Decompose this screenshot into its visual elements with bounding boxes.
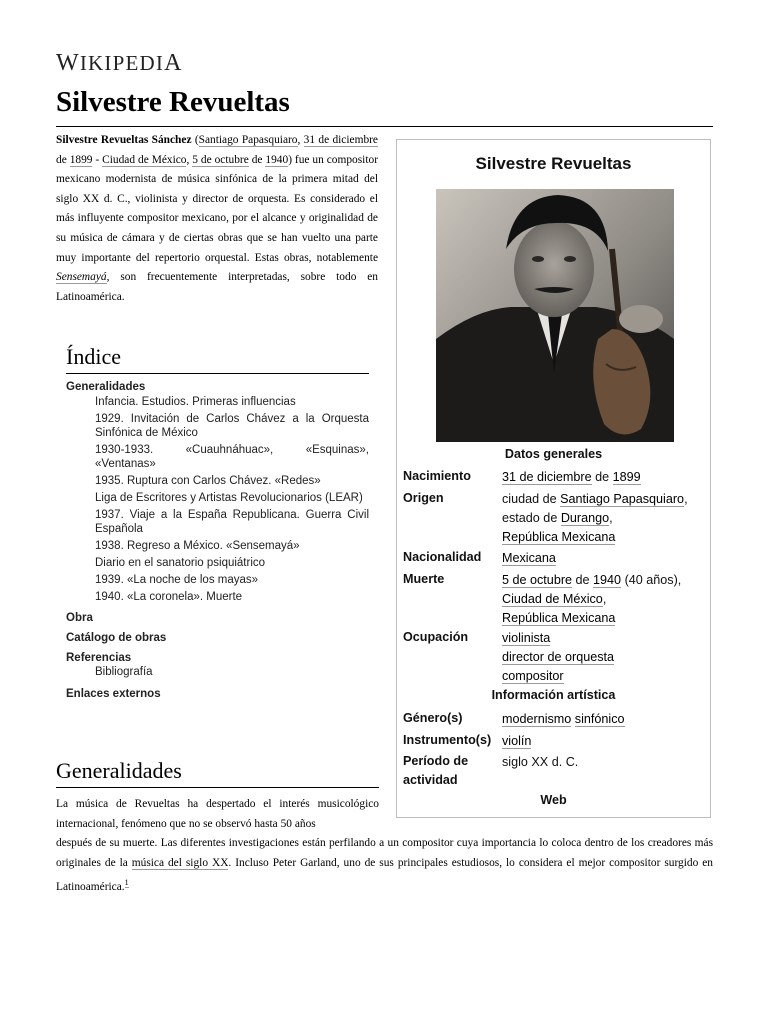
- link-mexicana[interactable]: Mexicana: [502, 551, 556, 565]
- label-origen: Origen: [403, 491, 444, 505]
- link-santiago-papasquiaro[interactable]: Santiago Papasquiaro: [198, 134, 298, 146]
- label-periodo: Período de actividad: [403, 754, 469, 787]
- link-director-de-orquesta[interactable]: director de orquesta: [502, 650, 615, 664]
- link-5-octubre-infobox[interactable]: 5 de octubre: [502, 573, 573, 587]
- toc-item-generalidades[interactable]: Generalidades: [66, 381, 146, 393]
- toc-item-enlaces[interactable]: Enlaces externos: [66, 688, 161, 700]
- link-compositor[interactable]: compositor: [502, 669, 564, 683]
- intro-subject-name: Silvestre Revueltas Sánchez: [56, 134, 192, 146]
- toc-subitem[interactable]: 1937. Viaje a la España Republicana. Guerra Civil Española: [95, 509, 369, 535]
- reference-link[interactable]: 1: [124, 878, 129, 888]
- link-1940-infobox[interactable]: 1940: [593, 573, 622, 587]
- link-1899-infobox[interactable]: 1899: [612, 470, 641, 484]
- link-durango[interactable]: Durango: [560, 511, 610, 525]
- link-31-diciembre-infobox[interactable]: 31 de diciembre: [502, 470, 592, 484]
- link-1899[interactable]: 1899: [69, 153, 93, 166]
- toc-subitem[interactable]: 1930-1933. «Cuauhnáhuac», «Esquinas», «Ventanas»: [95, 444, 369, 470]
- value-genero: [502, 710, 707, 729]
- infobox-title: Silvestre Revueltas: [475, 154, 632, 173]
- toc-title: Índice: [66, 344, 121, 369]
- link-sinfonico[interactable]: sinfónico: [574, 712, 625, 726]
- toc-subitem[interactable]: 1939. «La noche de los mayas»: [95, 574, 259, 586]
- toc-subitem[interactable]: 1929. Invitación de Carlos Chávez a la Orquesta Sinfónica de México: [95, 413, 369, 439]
- label-nacimiento: Nacimiento: [403, 469, 471, 483]
- value-periodo: siglo XX d. C.: [502, 755, 579, 769]
- link-santiago-papasquiaro-infobox[interactable]: Santiago Papasquiaro: [560, 492, 685, 506]
- link-ciudad-de-mexico-infobox[interactable]: Ciudad de México: [502, 592, 603, 606]
- toc-divider: [66, 373, 369, 374]
- generalidades-paragraph-narrow: La música de Revueltas ha despertado el interés musicológico internacional, fenómeno que no se observó hasta 50 años: [56, 798, 379, 830]
- link-31-diciembre[interactable]: 31 de diciembre: [303, 134, 378, 146]
- link-sensemaya[interactable]: Sensemayá: [56, 271, 107, 284]
- link-violinista[interactable]: violinista: [502, 631, 551, 645]
- value-nacionalidad: [502, 549, 707, 568]
- link-republica-mexicana-2[interactable]: República Mexicana: [502, 611, 616, 625]
- label-ocupacion: Ocupación: [403, 630, 469, 644]
- generalidades-paragraph-wide: después de su muerte. Las diferentes investigaciones están perfilando a un compositor cuya importancia lo coloca dentro de los creadores más originales de la música del siglo XX. Incluso Peter Garland, uno de sus principales estudiosos, lo considera el mejor compositor surgido en Latinoamérica.$^1$: [56, 837, 714, 894]
- value-instrumento: [502, 732, 707, 751]
- toc-subitem[interactable]: Diario en el sanatorio psiquiátrico: [95, 557, 266, 569]
- link-modernismo[interactable]: modernismo: [502, 712, 572, 726]
- intro-paragraph: Silvestre Revueltas Sánchez (Santiago Papasquiaro, 31 de diciembre de 1899 - Ciudad de México, 5 de octubre de 1940) fue un compositor mexicano modernista de música sinfónica de la primera mitad del siglo XX d. C., violinista y director de orquesta. Es considerado el más influyente compositor mexicano, por el alcance y originalidad de su música de cámara y de ciertas obras que se han vuelto una parte muy importante del repertorio orquestal. Estas obras, notablemente Sensemayá, son frecuentemente interpretadas, sobre todo en Latinoamérica.: [56, 134, 378, 303]
- value-muerte: 5 de octubre de 1940 (40 años), Ciudad de México, República Mexicana: [502, 573, 682, 625]
- portrait-photo[interactable]: [436, 189, 674, 442]
- table-of-contents: [66, 380, 369, 700]
- link-ciudad-de-mexico[interactable]: Ciudad de México: [102, 153, 187, 166]
- label-genero: Género(s): [403, 711, 463, 725]
- page-title: Silvestre Revueltas: [56, 86, 290, 118]
- toc-subitem[interactable]: Liga de Escritores y Artistas Revolucionarios (LEAR): [95, 492, 363, 504]
- title-divider: [56, 126, 713, 127]
- toc-item-obra[interactable]: Obra: [66, 612, 93, 624]
- value-nacimiento: 31 de diciembre de 1899: [502, 470, 641, 484]
- toc-subitem[interactable]: Infancia. Estudios. Primeras influencias: [95, 396, 296, 408]
- link-republica-mexicana[interactable]: República Mexicana: [502, 530, 616, 544]
- link-5-octubre[interactable]: 5 de octubre: [192, 153, 249, 166]
- link-musica-siglo-xx[interactable]: música del siglo XX: [131, 856, 229, 869]
- label-instrumento: Instrumento(s): [403, 733, 492, 747]
- toc-subitem[interactable]: 1940. «La coronela». Muerte: [95, 591, 243, 603]
- toc-subitem[interactable]: 1935. Ruptura con Carlos Chávez. «Redes»: [95, 475, 321, 487]
- link-1940[interactable]: 1940: [265, 153, 289, 166]
- toc-item-referencias[interactable]: Referencias: [66, 652, 132, 664]
- label-nacionalidad: Nacionalidad: [403, 550, 482, 564]
- wikipedia-logo[interactable]: WIKIPEDIA: [56, 50, 183, 76]
- label-muerte: Muerte: [403, 572, 445, 586]
- toc-item-catalogo[interactable]: Catálogo de obras: [66, 632, 167, 644]
- section-divider: [56, 787, 379, 788]
- link-violin[interactable]: violín: [502, 734, 532, 748]
- value-origen: ciudad de Santiago Papasquiaro, estado de Durango, República Mexicana: [502, 492, 688, 544]
- infobox: [396, 139, 711, 818]
- infobox-section-general: Datos generales: [504, 447, 603, 461]
- infobox-section-web: Web: [540, 793, 567, 807]
- toc-subitem[interactable]: 1938. Regreso a México. «Sensemayá»: [95, 540, 300, 552]
- infobox-section-artistic: Información artística: [491, 688, 616, 702]
- section-heading-generalidades: Generalidades: [56, 758, 182, 783]
- toc-subitem-bibliografia[interactable]: Bibliografía: [95, 666, 153, 678]
- value-ocupacion: [502, 629, 707, 686]
